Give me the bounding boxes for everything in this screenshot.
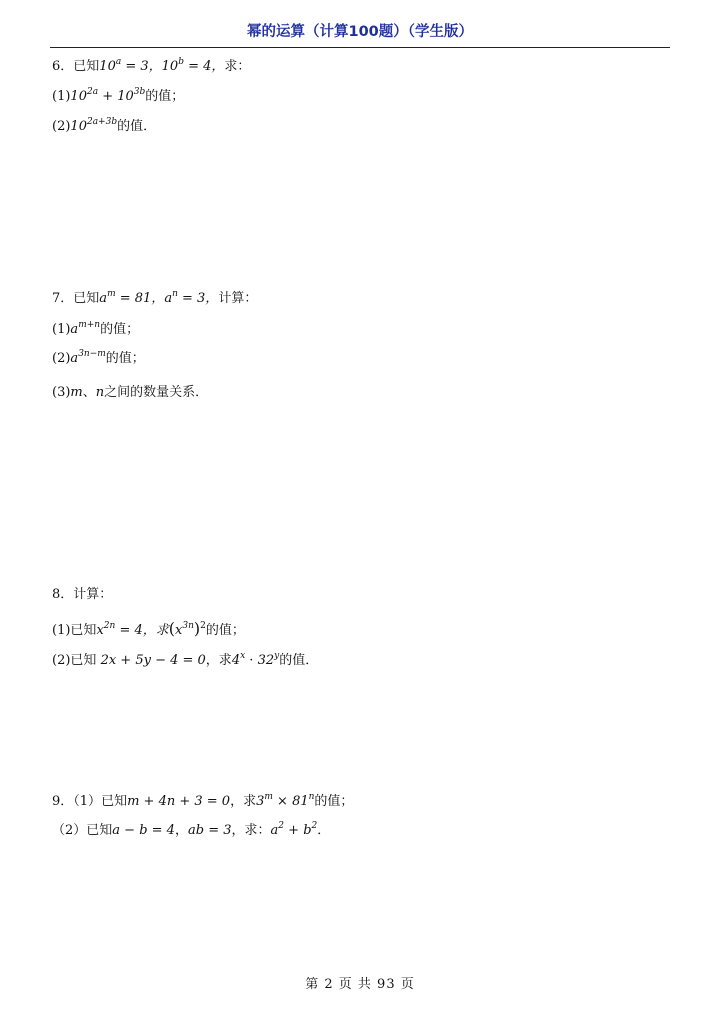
left-paren: ( <box>168 619 175 638</box>
problem-number: 7． <box>52 291 74 306</box>
problem-7-part-3: (3)m、n之间的数量关系． <box>52 385 209 400</box>
problem-9-part-1: 9．（1）已知m + 4n + 3 = 0，求$3^m \times 81^n$的值； <box>52 792 354 809</box>
problem-6-part-2: $(2)10^{2a+3b}$的值． <box>52 117 157 134</box>
problem-6-stem: 6．已知$10^a = 3$，$10^b = 4$，求： <box>52 57 251 74</box>
problem-8-part-1: (1)已知$x^{2n} = 4$，求$(x^{3n})^2$的值； <box>52 619 245 638</box>
problem-number: 8． <box>52 587 74 602</box>
problem-7-stem: 7．已知$a^m = 81$，$a^n = 3$，计算： <box>52 289 258 306</box>
problem-7-part-2: $(2)a^{3n-m}$的值； <box>52 349 145 366</box>
page-title: 幂的运算（计算100题）（学生版） <box>246 24 474 40</box>
problem-number: 9． <box>52 794 74 809</box>
problem-8-part-2: (2)已知 2x + 5y − 4 = 0，求$4^x \cdot 32^y$的值． <box>52 651 319 668</box>
problem-7-part-1: $(1)a^{m+n}$的值； <box>52 320 140 337</box>
right-paren: ) <box>193 619 201 638</box>
page-footer: 第 2 页 共 93 页 <box>305 977 415 992</box>
problem-9-part-2: （2）已知a − b = 4，ab = 3，求：$a^2 + b^2$． <box>52 821 331 838</box>
header-divider <box>50 47 670 48</box>
problem-8-stem: 8．计算： <box>52 587 113 602</box>
problem-number: 6． <box>52 59 74 74</box>
problem-6-part-1: $(1)10^{2a} + 10^{3b}$的值； <box>52 87 185 104</box>
